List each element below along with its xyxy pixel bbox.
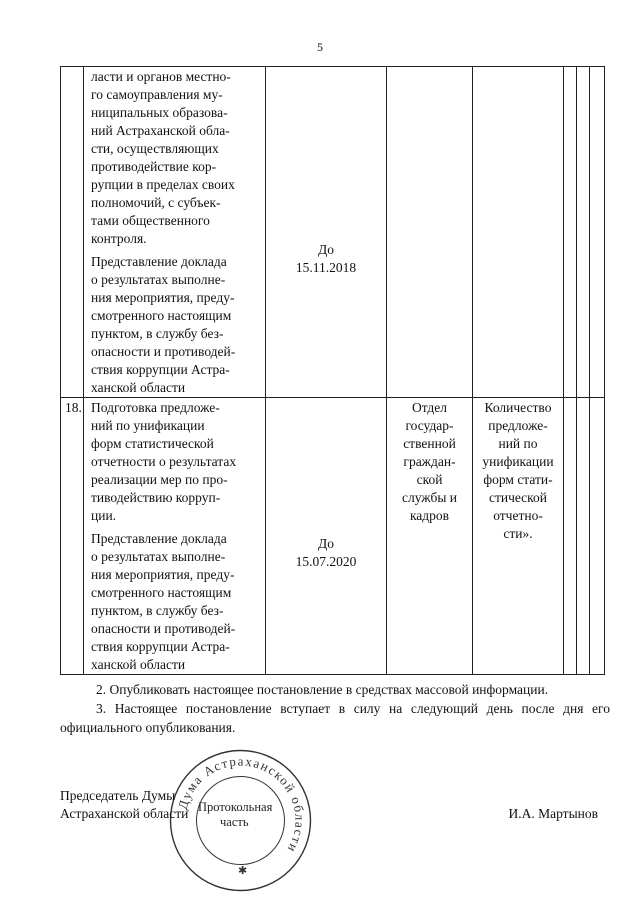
executor-cell (387, 398, 473, 675)
empty-cell (590, 398, 605, 675)
report-text-line: ствия коррупции Астра- (91, 362, 230, 377)
measure-text-cell (84, 67, 266, 398)
table-row (61, 398, 605, 675)
deadline-label: До (318, 242, 334, 257)
measure-text-line: рупции в пределах своих (91, 177, 235, 192)
measures-table (60, 66, 605, 675)
executor-text-line: ской (416, 472, 443, 487)
measure-text-line: Подготовка предложе- (91, 400, 220, 415)
report-text-line: пунктом, в службу без- (91, 603, 224, 618)
indicator-cell (473, 398, 564, 675)
report-text-line: о результатах выполне- (91, 549, 226, 564)
executor-text-line: службы и (402, 490, 457, 505)
executor-text-line: государ- (405, 418, 454, 433)
report-text-line: опасности и противодей- (91, 344, 236, 359)
empty-cell (564, 398, 577, 675)
report-text-line: Представление доклада (91, 254, 227, 269)
indicator-text-line: отчетно- (493, 508, 543, 523)
deadline-date: 15.07.2020 (295, 554, 357, 569)
measure-text-line: тами общественного (91, 213, 210, 228)
report-text-line: ствия коррупции Астра- (91, 639, 230, 654)
row-number-cell (61, 67, 84, 398)
measure-text-line: реализации мер по про- (91, 472, 228, 487)
indicator-text-line: форм стати- (483, 472, 553, 487)
seal-star-icon: ✱ (238, 864, 248, 877)
measure-text-line: ниципальных образова- (91, 105, 228, 120)
indicator-text-line: Количество (484, 400, 552, 415)
executor-text-line: Отдел (411, 400, 448, 415)
report-text-line: Представление доклада (91, 531, 227, 546)
row-number: 18. (65, 400, 82, 415)
report-text-line: о результатах выполне- (91, 272, 226, 287)
deadline-cell (266, 398, 387, 675)
measure-text-line: тиводействию корруп- (91, 490, 221, 505)
empty-cell (577, 67, 590, 398)
report-text-line: ния мероприятия, преду- (91, 290, 235, 305)
empty-cell (590, 67, 605, 398)
seal-inner-line2: часть (220, 815, 249, 829)
executor-text-line: граждан- (403, 454, 456, 469)
measure-text-line: го самоуправления му- (91, 87, 223, 102)
measure-text-line: контроля. (91, 231, 147, 246)
report-text-line: ханской области (91, 657, 186, 672)
report-text (91, 253, 260, 397)
page-number: 5 (317, 40, 323, 54)
paragraph-3: 3. Настоящее постановление вступает в силу на следующий день после дня его официального опубликования. (60, 701, 610, 735)
indicator-text-line: предложе- (488, 418, 548, 433)
indicator-text-line: сти». (503, 526, 533, 541)
table-row (61, 67, 605, 398)
seal-inner-text (198, 800, 278, 830)
resolution-paragraphs (60, 680, 610, 737)
indicator-text (473, 398, 563, 543)
measure-text-line: ции. (91, 508, 117, 523)
measure-text-line: ний Астраханской обла- (91, 123, 230, 138)
deadline-date: 15.11.2018 (295, 260, 357, 275)
seal-inner-line1: Протокольная (198, 800, 273, 814)
paragraph-2: 2. Опубликовать настоящее постановление в средствах массовой информации. (96, 682, 549, 697)
executor-text-line: кадров (409, 508, 450, 523)
executor-cell (387, 67, 473, 398)
measure-text-line: сти, осуществляющих (91, 141, 219, 156)
measure-text-line: противодействие кор- (91, 159, 217, 174)
report-text-line: смотренного настоящим (91, 308, 232, 323)
measure-text-line: ний по унификации (91, 418, 205, 433)
signatory-position-line1: Председатель Думы (60, 788, 176, 803)
measure-text-line: полномочий, с субъек- (91, 195, 221, 210)
measure-text (91, 399, 260, 525)
report-text (91, 530, 260, 674)
measure-text-line: форм статистической (91, 436, 214, 451)
measure-text (91, 68, 260, 248)
indicator-cell (473, 67, 564, 398)
executor-text-line: ственной (403, 436, 456, 451)
indicator-text-line: унификации (482, 454, 554, 469)
report-text-line: ния мероприятия, преду- (91, 567, 235, 582)
executor-text (387, 398, 472, 525)
indicator-text-line: стической (488, 490, 548, 505)
deadline-cell (266, 67, 387, 398)
signatory-position-line2: Астраханской области (60, 806, 189, 821)
measure-text-cell (84, 398, 266, 675)
empty-cell (577, 398, 590, 675)
empty-cell (564, 67, 577, 398)
row-number-cell (61, 398, 84, 675)
seal-ring-text: Дума Астраханской области (174, 753, 308, 857)
deadline-label: До (318, 536, 334, 551)
measure-text-line: ласти и органов местно- (91, 69, 231, 84)
report-text-line: опасности и противодей- (91, 621, 236, 636)
report-text-line: пунктом, в службу без- (91, 326, 224, 341)
report-text-line: ханской области (91, 380, 186, 395)
measure-text-line: отчетности о результатах (91, 454, 237, 469)
signatory-name: И.А. Мартынов (508, 806, 598, 821)
report-text-line: смотренного настоящим (91, 585, 232, 600)
indicator-text-line: ний по (498, 436, 538, 451)
